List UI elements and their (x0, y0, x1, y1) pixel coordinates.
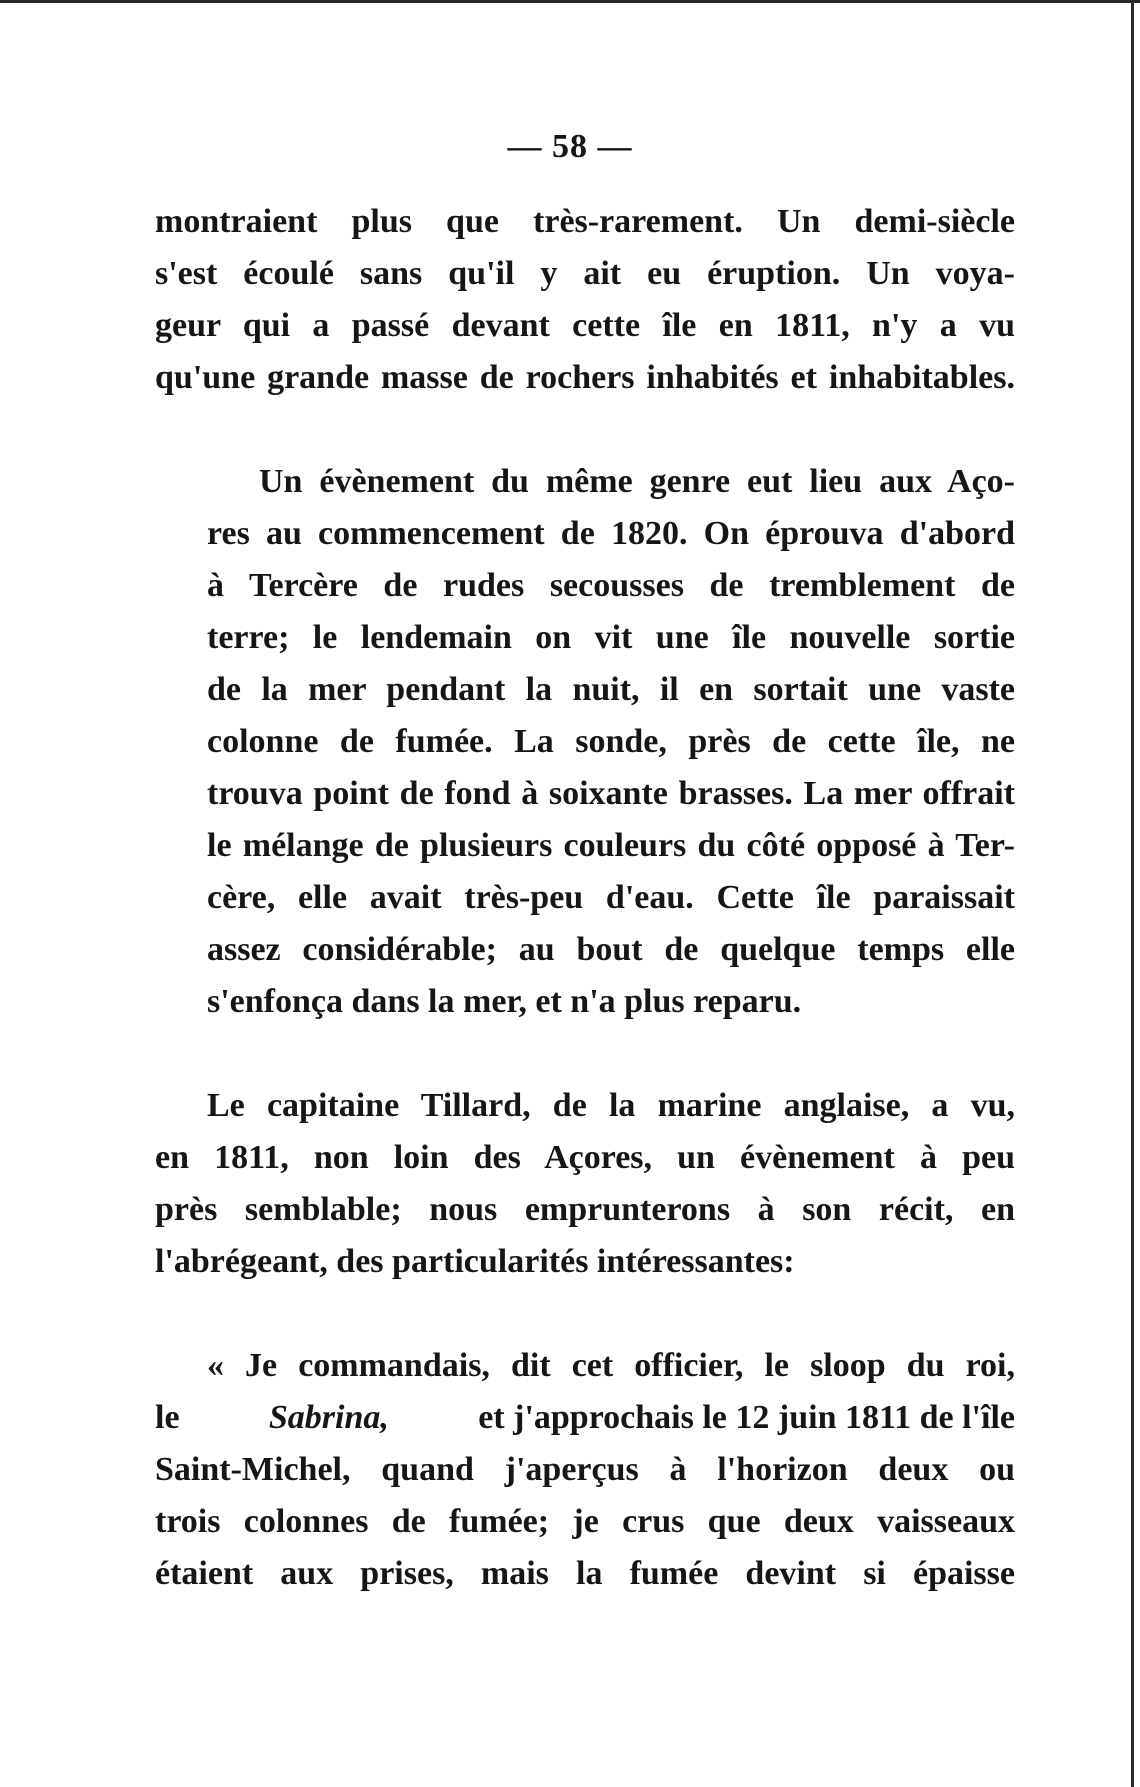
text-line: montraient plus que très-rarement. Un demi-siècle (155, 203, 1015, 240)
text-line: cère, elle avait très-peu d'eau. Cette île paraissait (207, 879, 1015, 916)
text-line: s'est écoulé sans qu'il y ait eu éruption. Un voya- (155, 255, 1015, 292)
text-line: Un évènement du même genre eut lieu aux Aço- (259, 463, 1015, 500)
text-line: « Je commandais, dit cet officier, le sloop du roi, (207, 1347, 1015, 1384)
text-line: le mélange de plusieurs couleurs du côté opposé à Ter- (207, 827, 1015, 864)
text-line: res au commencement de 1820. On éprouva d'abord (207, 515, 1015, 552)
text-line: Le capitaine Tillard, de la marine anglaise, a vu, (207, 1087, 1015, 1124)
text-line-with-italic (155, 1392, 1015, 1444)
text-fragment: et j'approchais le 12 juin 1811 de l'île (478, 1399, 1015, 1436)
text-line: Saint-Michel, quand j'aperçus à l'horizon deux ou (155, 1451, 1015, 1488)
text-line: trouva point de fond à soixante brasses. La mer offrait (207, 775, 1015, 812)
text-fragment: le (155, 1399, 180, 1436)
paragraph-2 (155, 456, 1015, 1028)
text-line: trois colonnes de fumée; je crus que deux vaisseaux (155, 1503, 1015, 1540)
scan-top-edge (0, 0, 1140, 3)
text-line: terre; le lendemain on vit une île nouvelle sortie (207, 619, 1015, 656)
paragraph-4 (155, 1340, 1015, 1600)
text-line: l'abrégeant, des particularités intéressantes: (155, 1243, 795, 1280)
text-line: en 1811, non loin des Açores, un évènement à peu (155, 1139, 1015, 1176)
text-line: de la mer pendant la nuit, il en sortait une vaste (207, 671, 1015, 708)
text-line: à Tercère de rudes secousses de tremblement de (207, 567, 1015, 604)
text-line: près semblable; nous emprunterons à son récit, en (155, 1191, 1015, 1228)
text-line: colonne de fumée. La sonde, près de cette île, ne (207, 723, 1015, 760)
scan-right-edge (1131, 0, 1134, 1787)
text-line: assez considérable; au bout de quelque temps elle (207, 931, 1015, 968)
paragraph-3 (155, 1080, 1015, 1288)
text-line: qu'une grande masse de rochers inhabités et inhabitables. (155, 359, 1015, 396)
page-number: — 58 — (507, 128, 633, 165)
text-line: s'enfonça dans la mer, et n'a plus reparu. (207, 983, 802, 1020)
body-text (155, 196, 1015, 1600)
ship-name: Sabrina, (268, 1399, 389, 1436)
text-line: étaient aux prises, mais la fumée devint si épaisse (155, 1555, 1015, 1592)
text-line: geur qui a passé devant cette île en 1811, n'y a vu (155, 307, 1015, 344)
paragraph-1 (155, 196, 1015, 404)
